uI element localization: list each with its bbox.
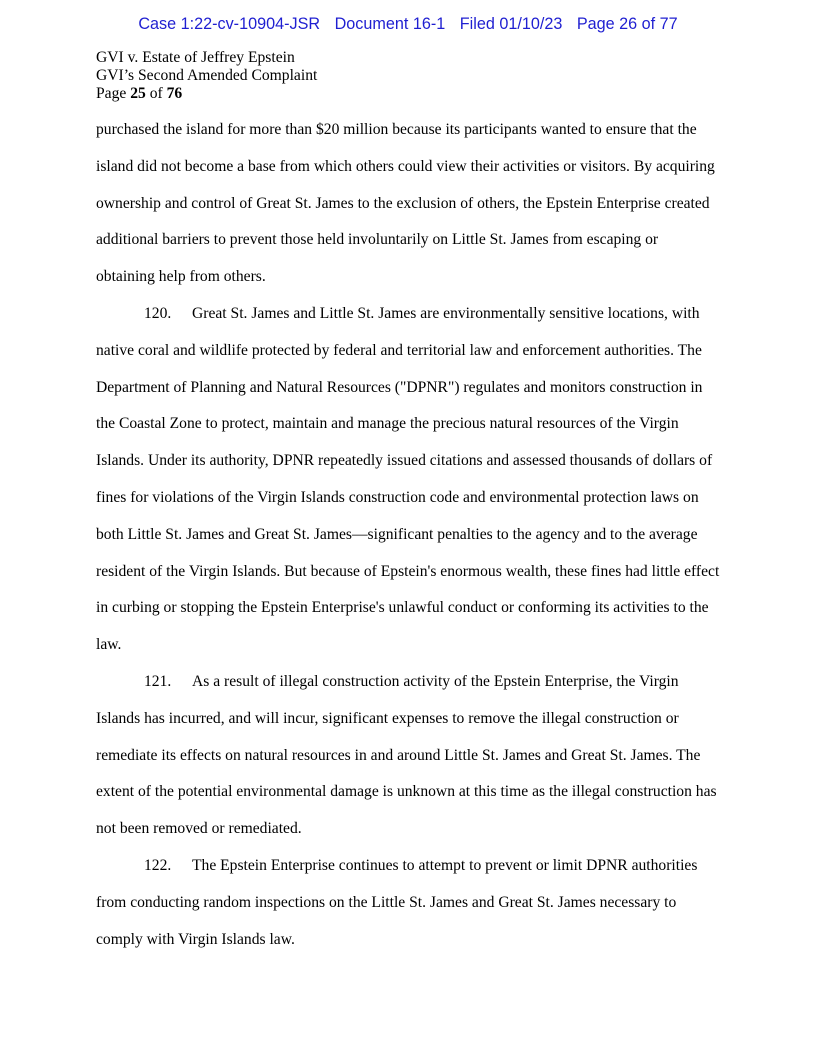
paragraph-number: 121. [144,672,172,690]
filed-date: Filed 01/10/23 [459,15,563,33]
document-caption [96,49,317,103]
paragraph-122 [96,848,720,958]
paragraph-number: 122. [144,856,172,874]
document-body [96,112,720,958]
paragraph-text: The Epstein Enterprise continues to attempt to prevent or limit DPNR authorities from conducting random inspections on the Little St. James and Great St. James necessary to comply with Virgin Islands law. [96,856,698,948]
paragraph-number: 120. [144,304,172,322]
paragraph-text: As a result of illegal construction activity of the Epstein Enterprise, the Virgin Islands has incurred, and will incur, significant expenses to remove the illegal construction or remediate its effects on natural resources in and around Little St. James and Great St. James. The extent of the potential environmental damage is unknown at this time as the illegal construction has not been removed or remediated. [96,672,717,838]
court-filing-header [0,13,816,35]
paragraph-120 [96,296,720,664]
caption-document-title: GVI’s Second Amended Complaint [96,67,318,84]
paragraph-text: purchased the island for more than $20 million because its participants wanted to ensure that the island did not become a base from which others could view their activities or visitors. By acquiring ownership and control of Great St. James to the exclusion of others, the Epstein Enterprise created additional barriers to prevent those held involuntarily on Little St. James from escaping or obtaining help from others. [96,121,715,286]
document-number: Document 16-1 [334,15,446,33]
total-pages: 76 [166,85,183,102]
caption-page-number: Page 25 of 76 [96,85,183,102]
filing-page-number: Page 26 of 77 [576,15,678,33]
current-page: 25 [130,85,146,102]
caption-case-title: GVI v. Estate of Jeffrey Epstein [96,49,295,66]
case-number: Case 1:22-cv-10904-JSR [138,15,321,33]
paragraph-continued [96,112,720,296]
paragraph-121 [96,664,720,848]
paragraph-text: Great St. James and Little St. James are environmentally sensitive locations, with native coral and wildlife protected by federal and territorial law and enforcement authorities. The Department of Planning and Natural Resources ("DPNR") regulates and monitors construction in the Coastal Zone to protect, maintain and manage the precious natural resources of the Virgin Islands. Under its authority, DPNR repeatedly issued citations and assessed thousands of dollars of fines for violations of the Virgin Islands construction code and environmental protection laws on both Little St. James and Great St. James—significant penalties to the agency and to the average resident of the Virgin Islands. But because of Epstein's enormous wealth, these fines had little effect in curbing or stopping the Epstein Enterprise's unlawful conduct or conforming its activities to the law. [96,304,720,654]
